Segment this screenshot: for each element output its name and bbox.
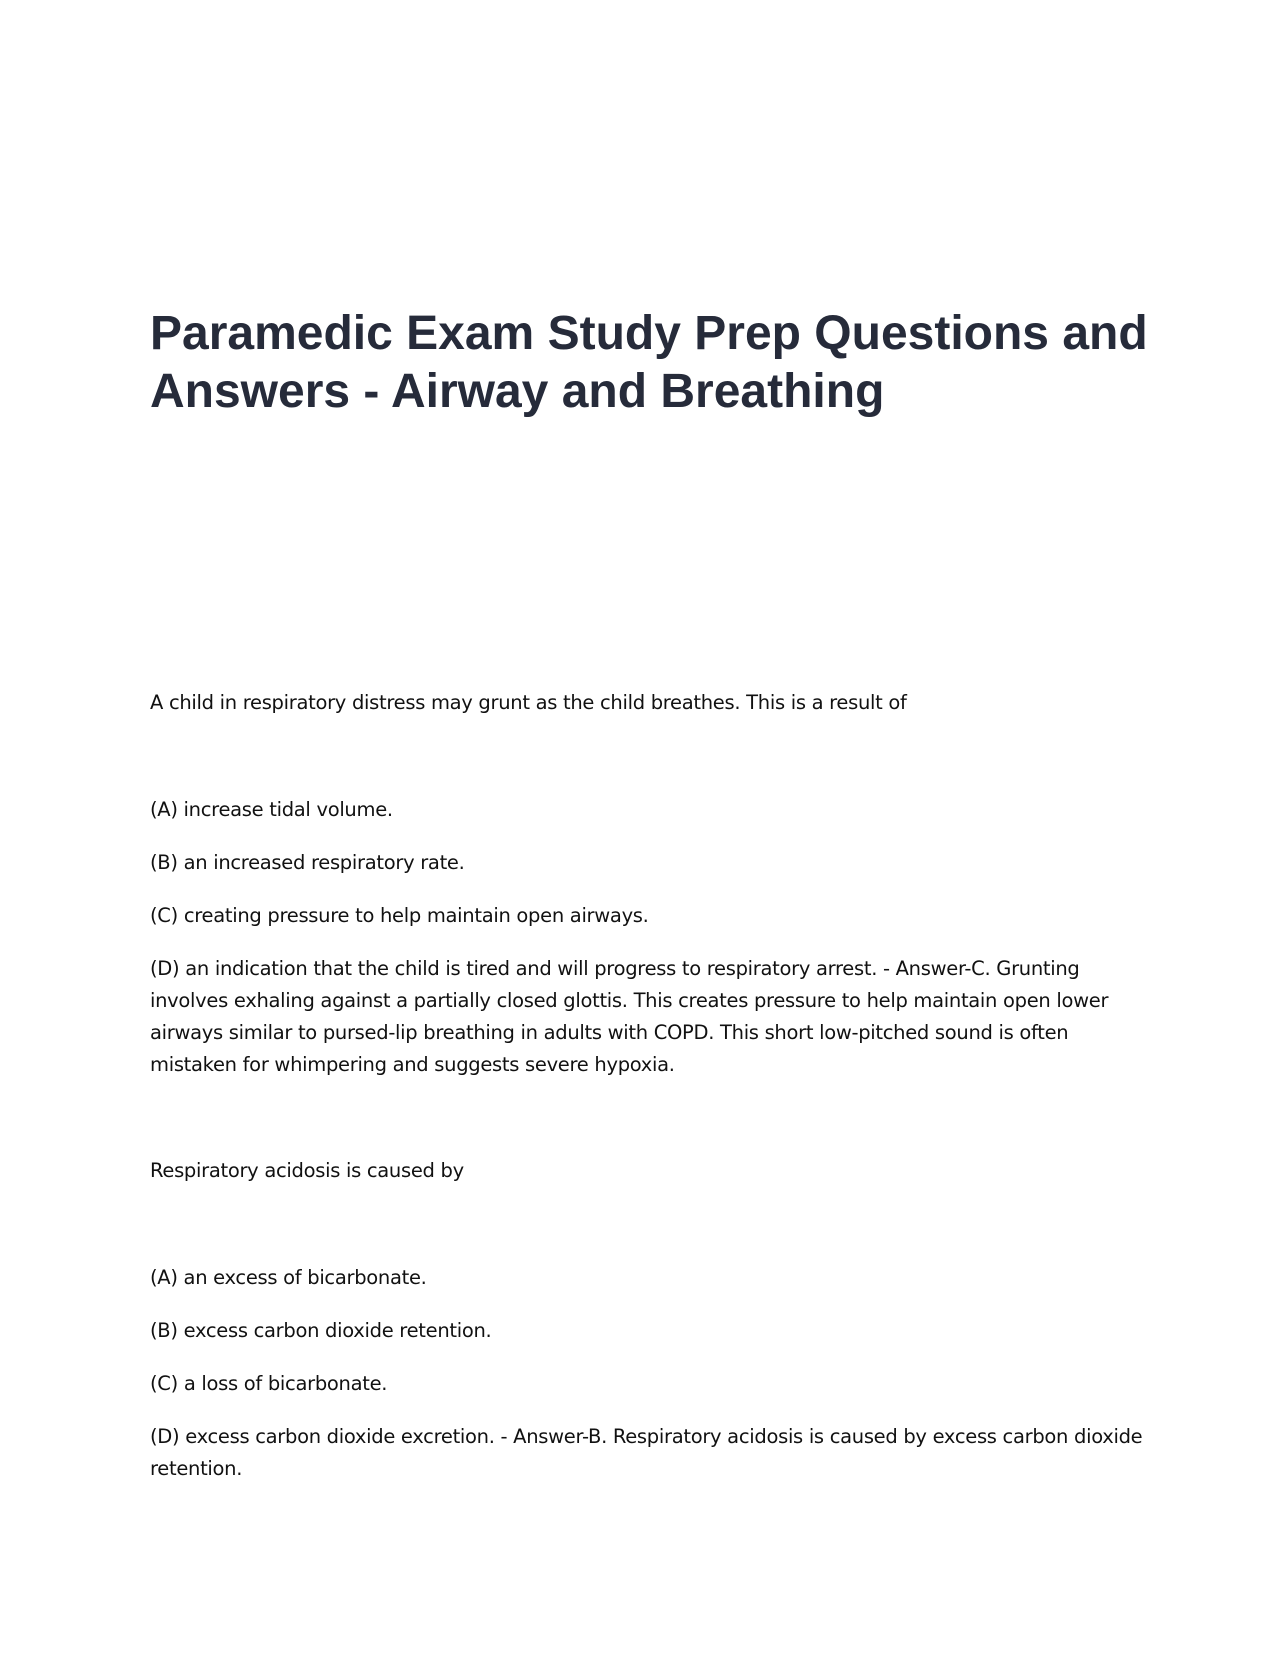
question-2-option-c: (C) a loss of bicarbonate. (150, 1372, 388, 1395)
question-1-option-b: (B) an increased respiratory rate. (150, 851, 465, 874)
question-2-option-a: (A) an excess of bicarbonate. (150, 1266, 427, 1289)
question-2-option-b: (B) excess carbon dioxide retention. (150, 1319, 492, 1342)
question-1-option-a: (A) increase tidal volume. (150, 798, 393, 821)
question-2-stem: Respiratory acidosis is caused by (150, 1159, 464, 1182)
question-1-option-c: (C) creating pressure to help maintain open airways. (150, 904, 649, 927)
question-1-stem: A child in respiratory distress may grunt as the child breathes. This is a result of (150, 691, 907, 714)
question-2-option-d-answer: (D) excess carbon dioxide excretion. - Answer-B. Respiratory acidosis is caused by excess carbon dioxide retention. (150, 1425, 1143, 1480)
question-1-option-d-answer: (D) an indication that the child is tired and will progress to respiratory arrest. - Answer-C. Grunting involves exhaling against a partially closed glottis. This creates pressure to help maintain open lower airways similar to pursed-lip breathing in adults with COPD. This short low-pitched sound is often mistaken for whimpering and suggests severe hypoxia. (150, 957, 1109, 1076)
document-title: Paramedic Exam Study Prep Questions and Answers - Airway and Breathing (150, 307, 1148, 418)
